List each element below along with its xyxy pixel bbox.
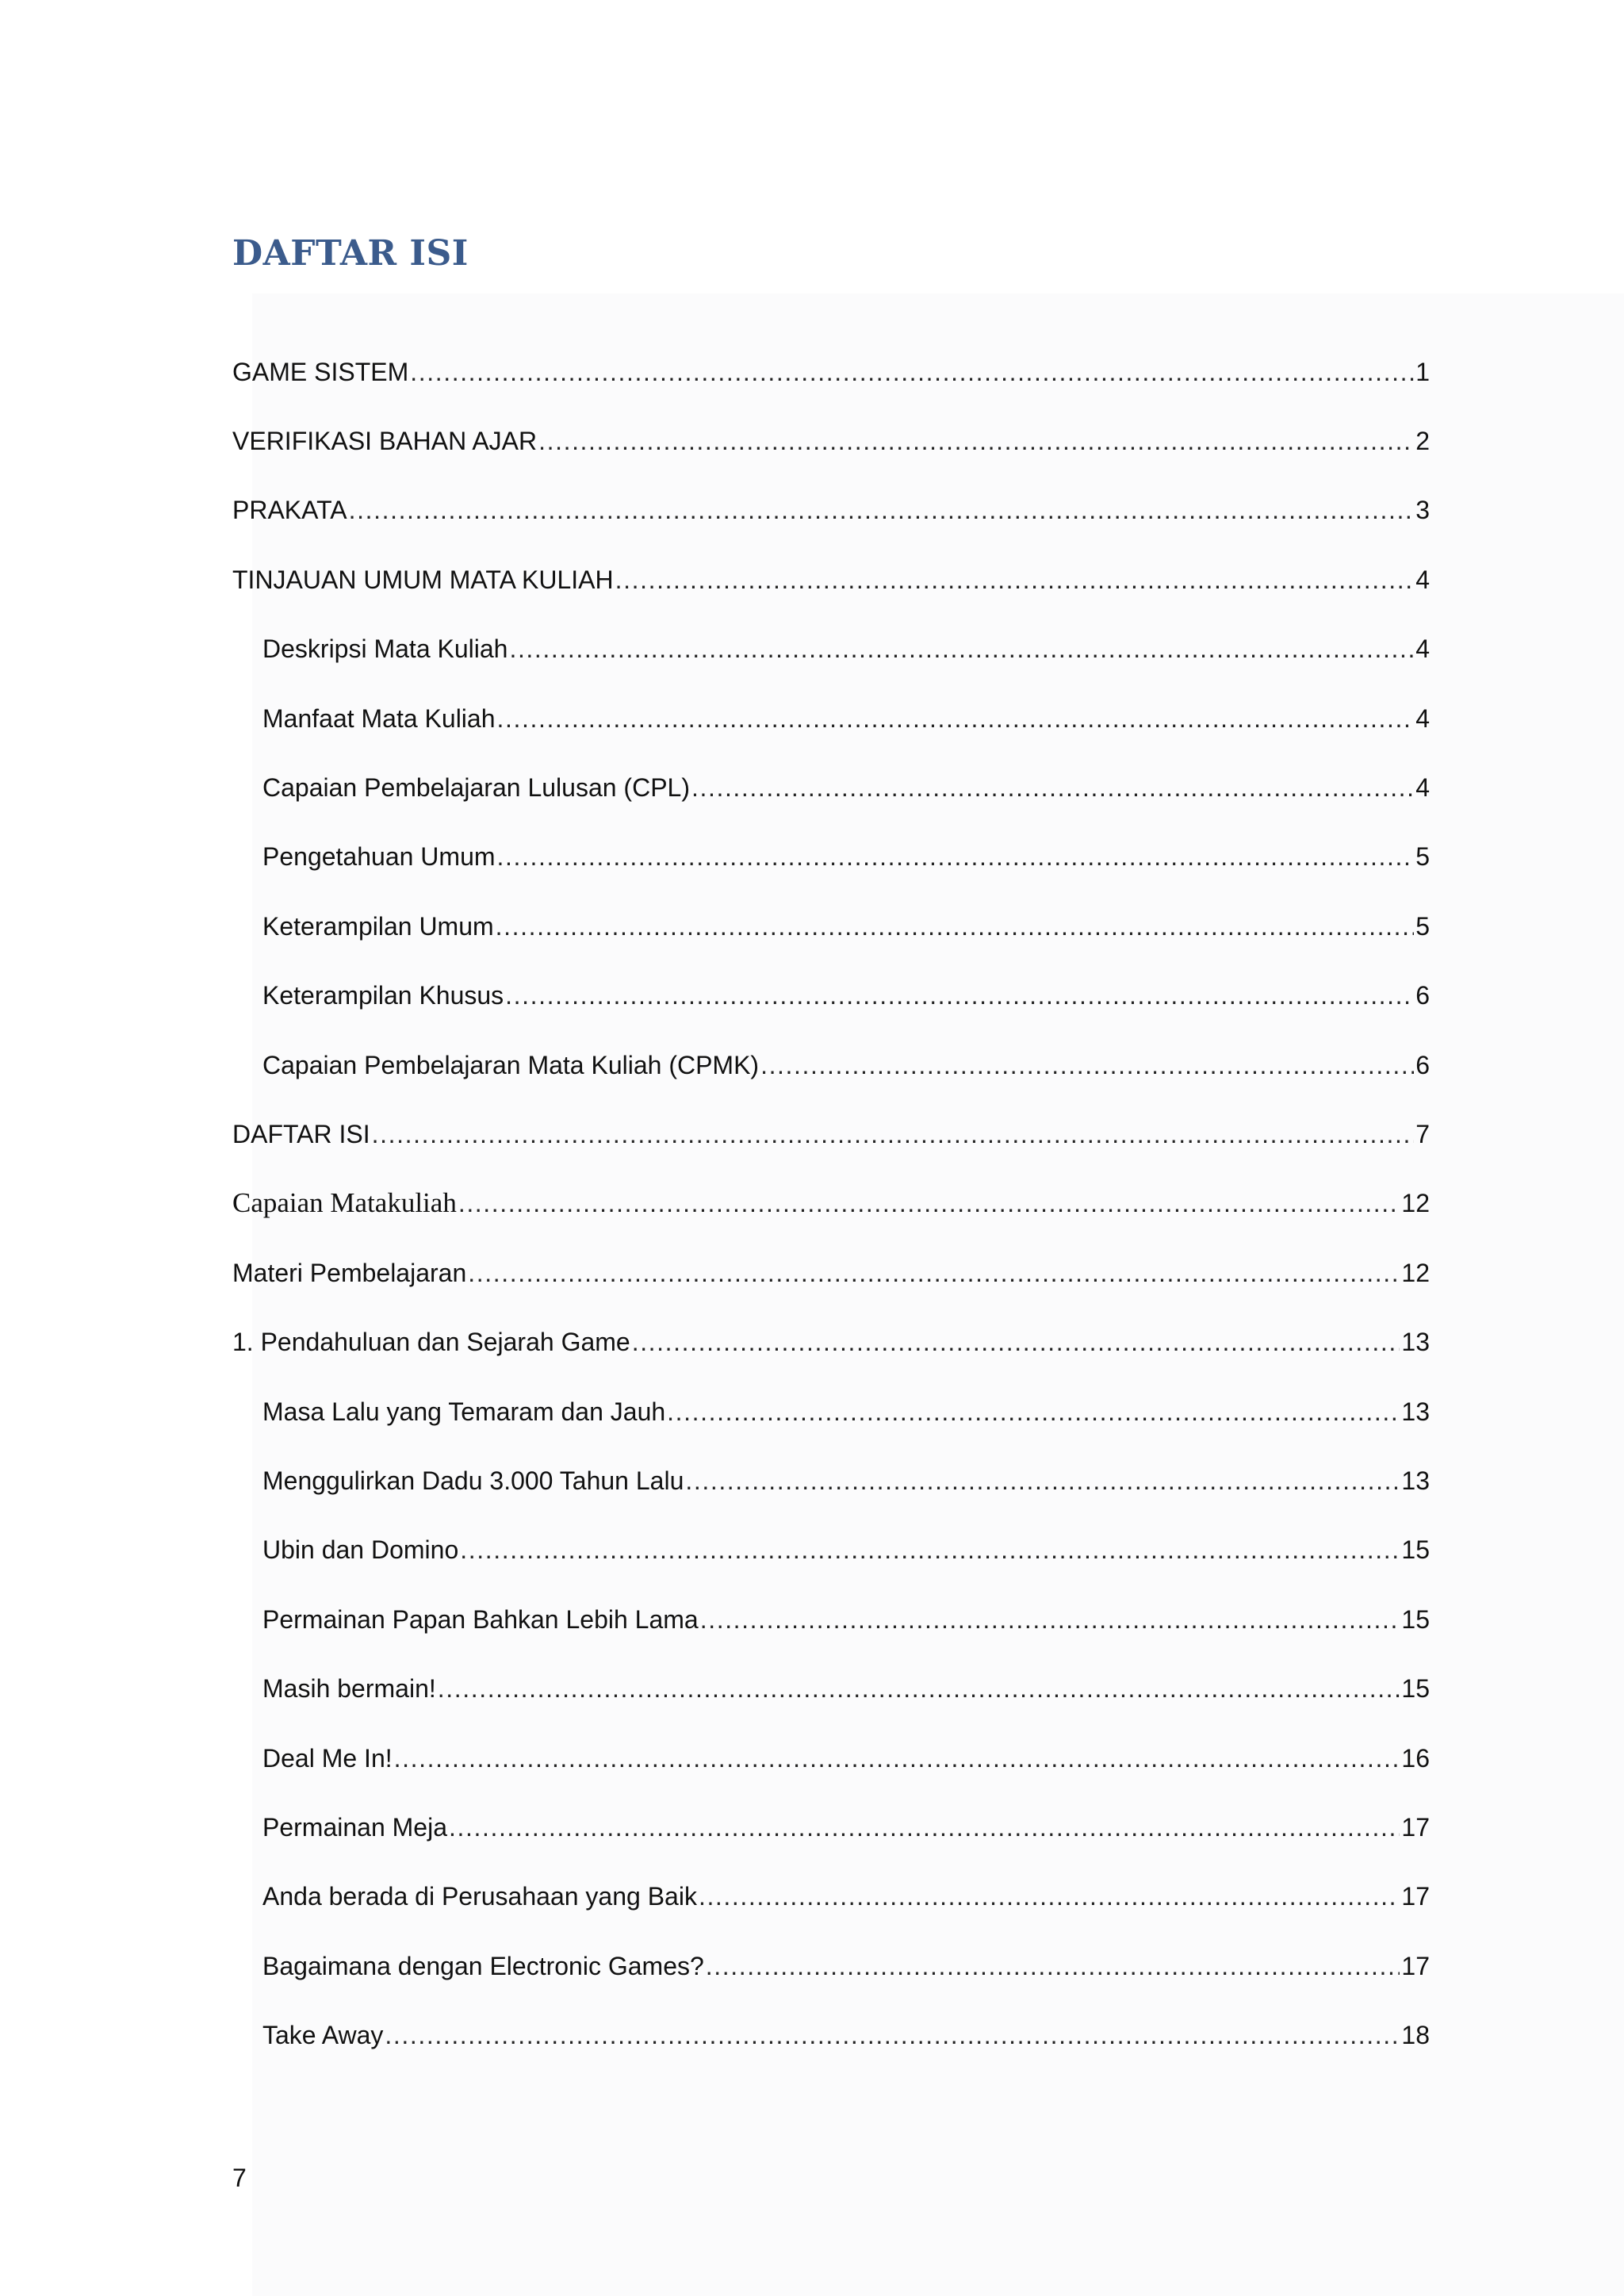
- toc-entry-title: Capaian Matakuliah: [232, 1187, 457, 1219]
- toc-entry-page-number: 13: [1401, 1466, 1430, 1495]
- toc-entry-title: Take Away: [262, 2021, 384, 2050]
- toc-dot-leader: [468, 1257, 1400, 1289]
- toc-entry-page-number: 15: [1401, 1604, 1430, 1634]
- toc-entry-page-number: 3: [1415, 496, 1430, 525]
- toc-entry[interactable]: [232, 1516, 1430, 1585]
- toc-entry-title: Masih bermain!: [262, 1674, 436, 1704]
- toc-entry[interactable]: [232, 1585, 1430, 1654]
- toc-entry-page-number: 15: [1401, 1535, 1430, 1565]
- toc-entry-title: Anda berada di Perusahaan yang Baik: [262, 1882, 697, 1911]
- toc-entry-page-number: 17: [1401, 1951, 1430, 1980]
- toc-dot-leader: [497, 841, 1415, 872]
- toc-entry-title: Capaian Pembelajaran Mata Kuliah (CPMK): [262, 1050, 760, 1079]
- toc-dot-leader: [438, 1673, 1400, 1704]
- toc-entry[interactable]: [232, 406, 1430, 475]
- toc-entry-title: Manfaat Mata Kuliah: [262, 703, 496, 733]
- toc-entry-page-number: 2: [1415, 427, 1430, 456]
- toc-entry-page-number: 18: [1401, 2021, 1430, 2050]
- toc-dot-leader: [505, 979, 1414, 1011]
- toc-dot-leader: [385, 2019, 1400, 2051]
- toc-entry-title: Ubin dan Domino: [262, 1535, 459, 1565]
- toc-entry[interactable]: [232, 1931, 1430, 2000]
- toc-dot-leader: [509, 633, 1414, 665]
- toc-entry-page-number: 5: [1415, 911, 1430, 941]
- toc-entry-title: Menggulirkan Dadu 3.000 Tahun Lalu: [262, 1466, 684, 1495]
- toc-entry-page-number: 1: [1415, 357, 1430, 386]
- toc-dot-leader: [706, 1950, 1400, 1982]
- toc-entry-page-number: 16: [1401, 1743, 1430, 1773]
- toc-entry-title: PRAKATA: [232, 496, 347, 525]
- toc-entry[interactable]: [232, 891, 1430, 960]
- toc-entry-page-number: 15: [1401, 1674, 1430, 1704]
- toc-entry-page-number: 5: [1415, 842, 1430, 872]
- toc-entry[interactable]: [232, 1307, 1430, 1376]
- toc-dot-leader: [410, 356, 1414, 388]
- toc-entry[interactable]: [232, 615, 1430, 684]
- table-of-contents: [232, 337, 1430, 2070]
- toc-entry-page-number: 7: [1415, 1119, 1430, 1148]
- toc-entry-page-number: 13: [1401, 1328, 1430, 1357]
- toc-entry-page-number: 4: [1415, 703, 1430, 733]
- toc-entry-title: Permainan Papan Bahkan Lebih Lama: [262, 1604, 699, 1634]
- toc-entry-title: TINJAUAN UMUM MATA KULIAH: [232, 565, 614, 594]
- toc-entry-title: Keterampilan Umum: [262, 911, 494, 941]
- toc-dot-leader: [394, 1742, 1400, 1774]
- toc-entry[interactable]: [232, 961, 1430, 1030]
- toc-entry-page-number: 13: [1401, 1397, 1430, 1426]
- toc-dot-leader: [372, 1118, 1415, 1150]
- toc-entry[interactable]: [232, 822, 1430, 891]
- toc-entry-title: Bagaimana dengan Electronic Games?: [262, 1951, 704, 1980]
- toc-entry[interactable]: [232, 1862, 1430, 1931]
- toc-dot-leader: [538, 425, 1414, 457]
- toc-entry[interactable]: [232, 1099, 1430, 1168]
- toc-entry-title: Deskripsi Mata Kuliah: [262, 634, 508, 664]
- toc-dot-leader: [460, 1534, 1400, 1566]
- toc-entry[interactable]: [232, 2000, 1430, 2069]
- toc-dot-leader: [349, 494, 1415, 526]
- page-number: 7: [232, 2164, 247, 2192]
- toc-entry[interactable]: [232, 1377, 1430, 1446]
- toc-entry-page-number: 6: [1415, 1050, 1430, 1079]
- toc-dot-leader: [615, 564, 1415, 596]
- toc-entry-title: 1. Pendahuluan dan Sejarah Game: [232, 1328, 630, 1357]
- toc-dot-leader: [667, 1396, 1400, 1428]
- toc-entry[interactable]: [232, 476, 1430, 545]
- toc-entry-page-number: 17: [1401, 1882, 1430, 1911]
- toc-entry[interactable]: [232, 1169, 1430, 1238]
- toc-entry[interactable]: [232, 1238, 1430, 1307]
- toc-entry[interactable]: [232, 545, 1430, 614]
- toc-entry[interactable]: [232, 1654, 1430, 1723]
- toc-entry[interactable]: [232, 684, 1430, 753]
- toc-entry-page-number: 4: [1415, 634, 1430, 664]
- toc-entry-title: Keterampilan Khusus: [262, 981, 504, 1010]
- toc-dot-leader: [496, 910, 1415, 942]
- toc-entry[interactable]: [232, 1723, 1430, 1792]
- toc-dot-leader: [685, 1465, 1400, 1497]
- toc-entry-page-number: 6: [1415, 981, 1430, 1010]
- toc-dot-leader: [691, 772, 1414, 803]
- toc-entry-page-number: 17: [1401, 1812, 1430, 1842]
- toc-entry-title: GAME SISTEM: [232, 357, 409, 386]
- toc-dot-leader: [458, 1187, 1400, 1219]
- toc-entry[interactable]: [232, 1446, 1430, 1515]
- toc-entry-page-number: 4: [1415, 773, 1430, 803]
- toc-dot-leader: [699, 1880, 1400, 1912]
- toc-entry-title: Pengetahuan Umum: [262, 842, 496, 872]
- toc-entry-title: Masa Lalu yang Temaram dan Jauh: [262, 1397, 666, 1426]
- toc-entry-title: VERIFIKASI BAHAN AJAR: [232, 427, 538, 456]
- toc-entry[interactable]: [232, 753, 1430, 822]
- toc-entry-title: DAFTAR ISI: [232, 1119, 370, 1148]
- toc-entry-title: Materi Pembelajaran: [232, 1258, 467, 1287]
- toc-entry-page-number: 4: [1415, 565, 1430, 594]
- toc-entry-page-number: 12: [1401, 1189, 1430, 1218]
- toc-dot-leader: [449, 1811, 1400, 1843]
- toc-dot-leader: [632, 1326, 1400, 1358]
- page-title: DAFTAR ISI: [232, 233, 469, 274]
- toc-dot-leader: [760, 1049, 1414, 1081]
- toc-entry[interactable]: [232, 1792, 1430, 1861]
- toc-entry[interactable]: [232, 337, 1430, 406]
- toc-entry[interactable]: [232, 1030, 1430, 1099]
- toc-entry-title: Deal Me In!: [262, 1743, 393, 1773]
- toc-entry-page-number: 12: [1401, 1258, 1430, 1287]
- toc-entry-title: Capaian Pembelajaran Lulusan (CPL): [262, 773, 690, 803]
- toc-dot-leader: [700, 1604, 1400, 1635]
- toc-entry-title: Permainan Meja: [262, 1812, 447, 1842]
- toc-dot-leader: [497, 703, 1415, 734]
